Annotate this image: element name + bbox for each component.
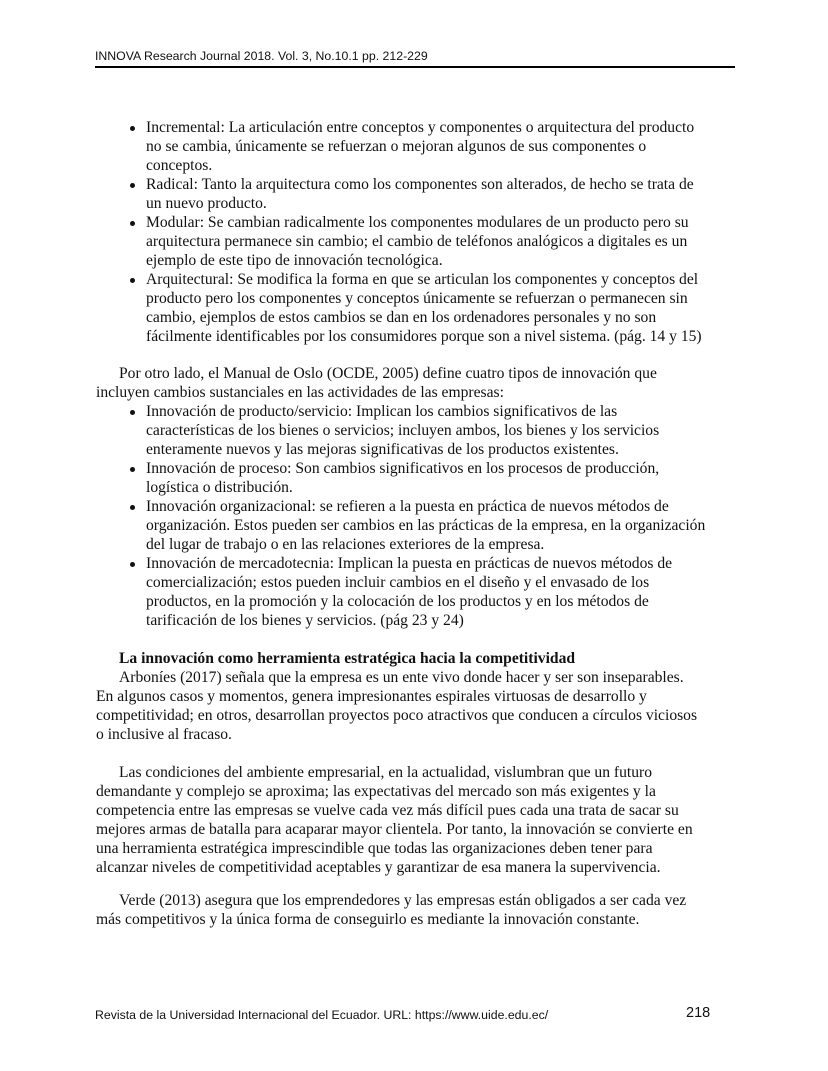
list-item-line: un nuevo producto. bbox=[146, 195, 267, 212]
list-item-line: no se cambia, únicamente se refuerzan o mejoran algunos de sus componentes o bbox=[146, 138, 647, 155]
paragraph-line: una herramienta estratégica imprescindible que todas las organizaciones deben tener para bbox=[96, 840, 653, 857]
list-item-line: Radical: Tanto la arquitectura como los componentes son alterados, de hecho se trata de bbox=[146, 176, 694, 193]
bullet-icon bbox=[130, 410, 135, 415]
bullet-icon bbox=[130, 562, 135, 567]
list-item-line: Innovación de proceso: Son cambios significativos en los procesos de producción, bbox=[146, 460, 660, 477]
paragraph-line: competitividad; en otros, desarrollan proyectos poco atractivos que conducen a círculos viciosos bbox=[96, 707, 698, 724]
running-footer: Revista de la Universidad Internacional del Ecuador. URL: https://www.uide.edu.ec/ bbox=[95, 1008, 549, 1022]
list-item-line: arquitectura permanece sin cambio; el cambio de teléfonos analógicos a digitales es un bbox=[146, 233, 688, 250]
list-item-line: fácilmente identificables por los consumidores porque son a nivel sistema. (pág. 14 y 15) bbox=[146, 328, 702, 345]
list-item-line: Arquitectural: Se modifica la forma en que se articulan los componentes y conceptos del bbox=[146, 271, 699, 288]
paragraph-line: Arboníes (2017) señala que la empresa es un ente vivo donde hacer y ser son inseparables. bbox=[119, 669, 684, 686]
paragraph-line: Por otro lado, el Manual de Oslo (OCDE, 2005) define cuatro tipos de innovación que bbox=[119, 365, 657, 382]
page-number: 218 bbox=[686, 1005, 711, 1021]
paragraph-line: mejores armas de batalla para acaparar mayor clientela. Por tanto, la innovación se convierte en bbox=[96, 821, 693, 838]
list-item-line: características de los bienes o servicios; incluyen ambos, los bienes y los servicios bbox=[146, 422, 660, 439]
list-item-line: producto pero los componentes y conceptos únicamente se refuerzan o permanecen sin bbox=[146, 290, 688, 307]
list-item-line: Innovación de mercadotecnia: Implican la puesta en prácticas de nuevos métodos de bbox=[146, 555, 673, 572]
bullet-icon bbox=[130, 221, 135, 226]
paragraph-line: competencia entre las empresas se vuelve cada vez más difícil pues cada una trata de sacar su bbox=[96, 802, 679, 819]
list-item-line: cambio, ejemplos de estos cambios se dan en los ordenadores personales y no son bbox=[146, 309, 657, 326]
bullet-icon bbox=[130, 467, 135, 472]
section-heading: La innovación como herramienta estratégica hacia la competitividad bbox=[119, 650, 576, 667]
paragraph-line: más competitivos y la única forma de conseguirlo es mediante la innovación constante. bbox=[96, 911, 640, 928]
list-item-line: logística o distribución. bbox=[146, 479, 293, 496]
list-item-line: Innovación organizacional: se refieren a la puesta en práctica de nuevos métodos de bbox=[146, 498, 669, 515]
list-item-line: Modular: Se cambian radicalmente los componentes modulares de un producto pero su bbox=[146, 214, 689, 231]
list-item-line: ejemplo de este tipo de innovación tecnológica. bbox=[146, 252, 443, 269]
list-item-line: tarificación de los bienes y servicios. (pág 23 y 24) bbox=[146, 612, 464, 629]
header-divider bbox=[95, 66, 735, 68]
paragraph-line: Las condiciones del ambiente empresarial, en la actualidad, vislumbran que un futuro bbox=[119, 764, 653, 781]
bullet-icon bbox=[130, 278, 135, 283]
bullet-icon bbox=[130, 505, 135, 510]
paragraph-line: En algunos casos y momentos, genera impresionantes espirales virtuosas de desarrollo y bbox=[96, 688, 647, 705]
bullet-icon bbox=[130, 183, 135, 188]
list-item-line: enteramente nuevos y las mejoras significativas de los productos existentes. bbox=[146, 441, 619, 458]
list-item-line: conceptos. bbox=[146, 157, 213, 174]
list-item-line: productos, en la promoción y la colocación de los productos y en los métodos de bbox=[146, 593, 649, 610]
list-item-line: Innovación de producto/servicio: Implican los cambios significativos de las bbox=[146, 403, 618, 420]
paragraph-line: demandante y complejo se aproxima; las expectativas del mercado son más exigentes y la bbox=[96, 783, 656, 800]
paragraph-line: o inclusive al fracaso. bbox=[96, 726, 232, 743]
paragraph-line: alcanzar niveles de competitividad aceptables y garantizar de esa manera la supervivencia. bbox=[96, 859, 661, 876]
paragraph-line: incluyen cambios sustanciales en las actividades de las empresas: bbox=[96, 384, 504, 401]
list-item-line: del lugar de trabajo o en las relaciones exteriores de la empresa. bbox=[146, 536, 545, 553]
list-item-line: organización. Estos pueden ser cambios en las prácticas de la empresa, en la organización bbox=[146, 517, 706, 534]
running-header: INNOVA Research Journal 2018. Vol. 3, No.10.1 pp. 212-229 bbox=[95, 49, 428, 63]
list-item-line: Incremental: La articulación entre conceptos y componentes o arquitectura del producto bbox=[146, 119, 695, 136]
bullet-icon bbox=[130, 126, 135, 131]
list-item-line: comercialización; estos pueden incluir cambios en el diseño y el envasado de los bbox=[146, 574, 650, 591]
paragraph-line: Verde (2013) asegura que los emprendedores y las empresas están obligados a ser cada vez bbox=[119, 892, 687, 909]
